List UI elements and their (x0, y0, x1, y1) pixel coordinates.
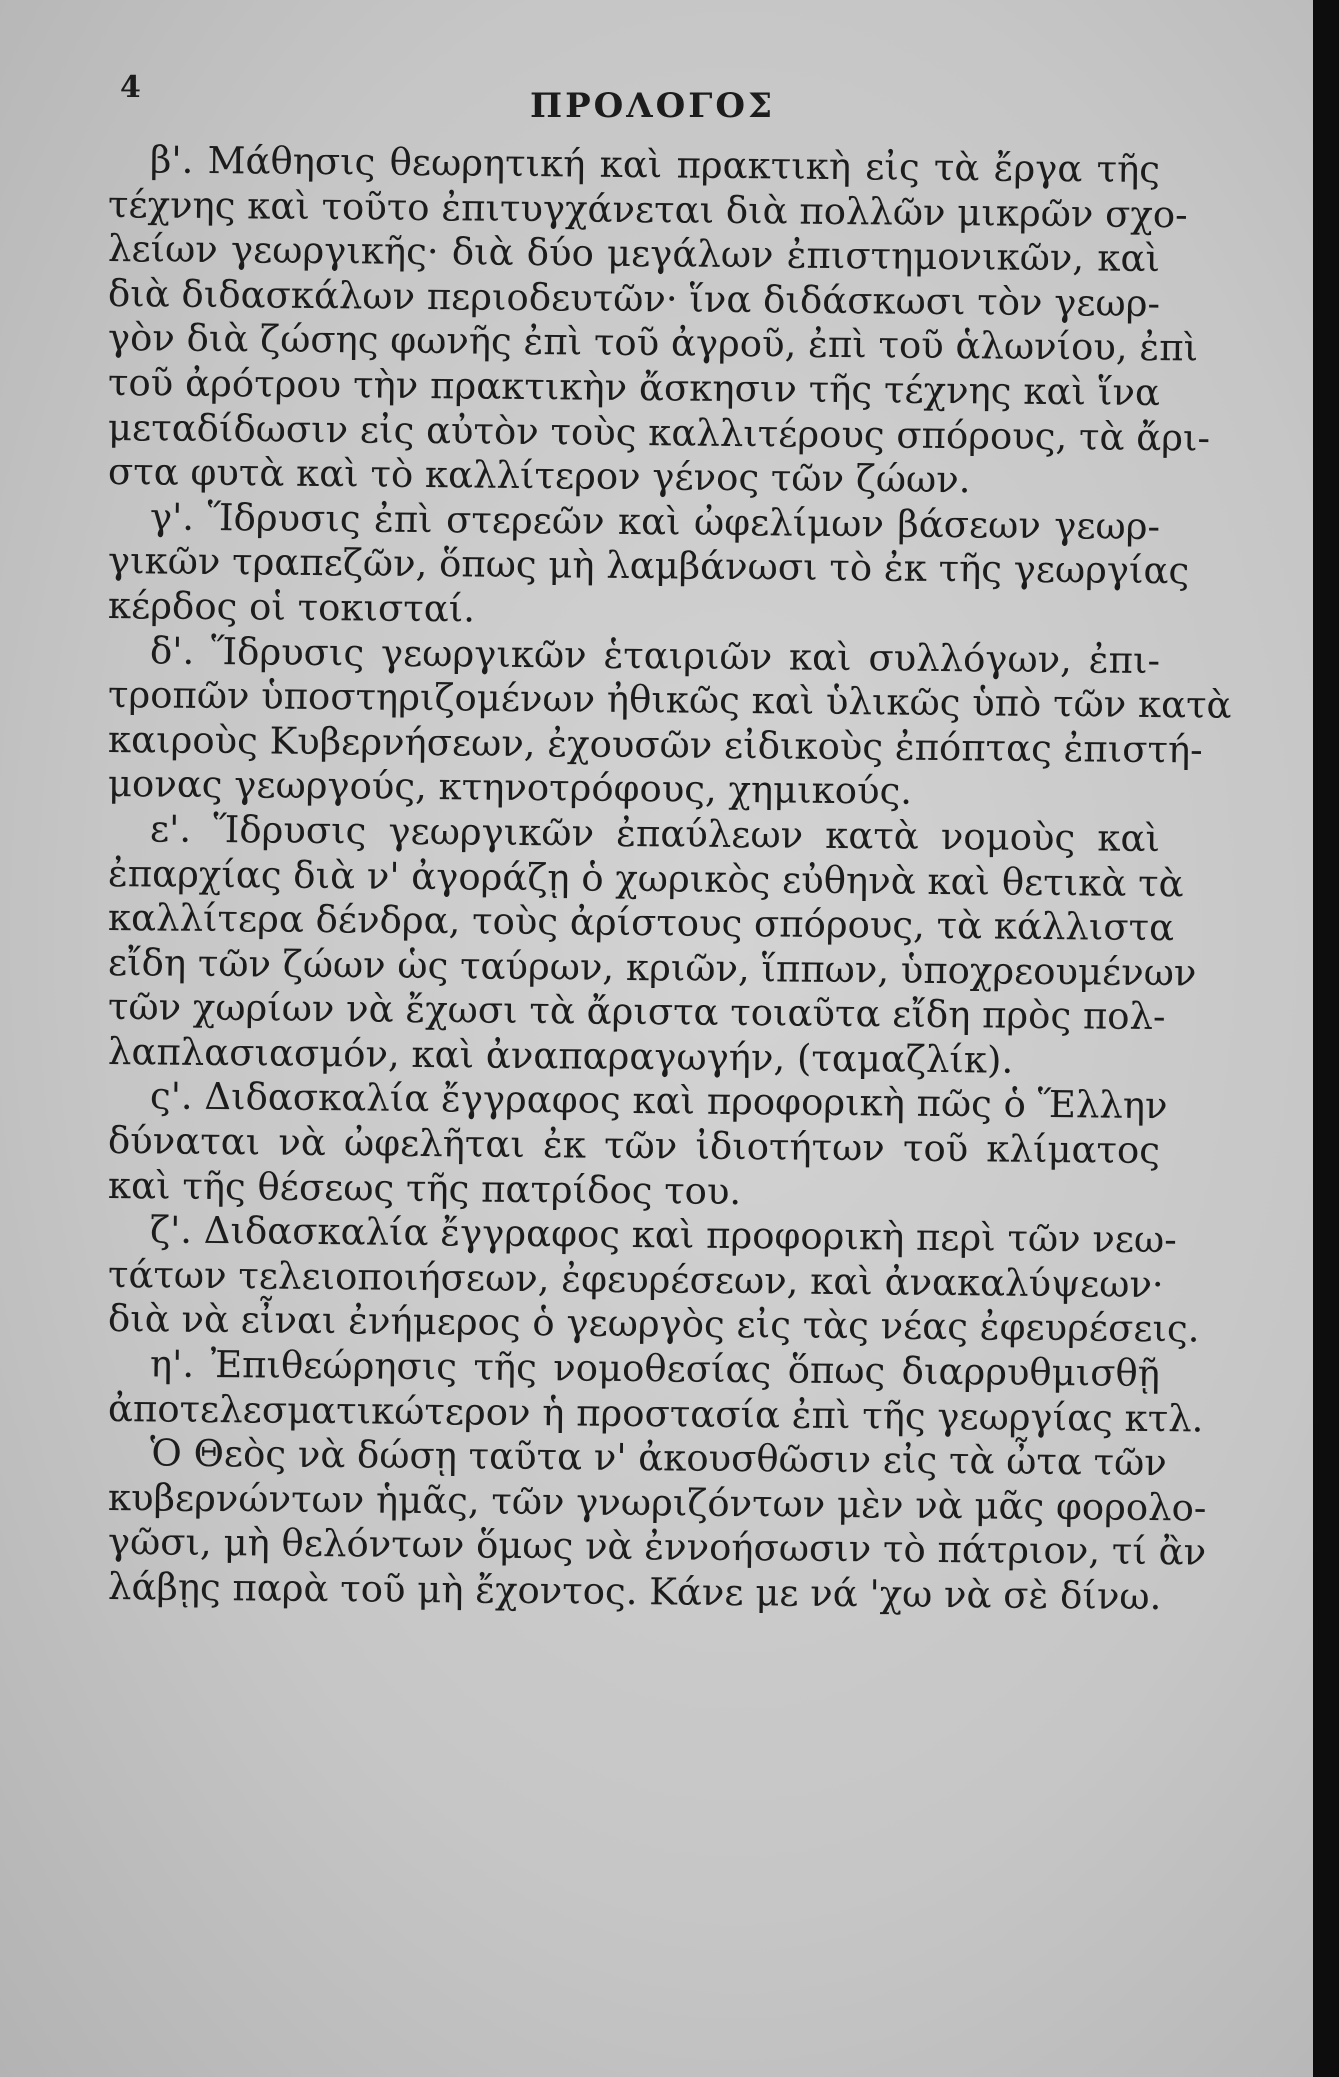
text-line: λείων γεωργικῆς· διὰ δύο μεγάλων ἐπιστημονικῶν, καὶ (107, 227, 1161, 281)
text-line: τάτων τελειοποιήσεων, ἐφευρέσεων, καὶ ἀνακαλύψεων· (107, 1252, 1164, 1306)
page-number: 4 (120, 70, 141, 105)
text-line: δ'. Ἵδρυσις γεωργικῶν ἑταιριῶν καὶ συλλόγων, ἐπι- (149, 628, 1161, 682)
text-line: ἐπαρχίας διὰ ν' ἀγοράζῃ ὁ χωρικὸς εὐθηνὰ καὶ θετικὰ τὰ (107, 851, 1184, 905)
text-line: μονας γεωργούς, κτηνοτρόφους, χημικούς. (107, 762, 913, 814)
text-line: β'. Μάθησις θεωρητική καὶ πρακτικὴ εἰς τὰ ἔργα τῆς (149, 138, 1161, 192)
text-line: ε'. Ἵδρυσις γεωργικῶν ἐπαύλεων κατὰ νομοὺς καὶ (149, 807, 1161, 861)
text-line: τῶν χωρίων νὰ ἔχωσι τὰ ἄριστα τοιαῦτα εἴδη πρὸς πολ- (107, 985, 1166, 1039)
text-line: τέχνης καὶ τοῦτο ἐπιτυγχάνεται διὰ πολλῶν μικρῶν σχο- (107, 182, 1188, 236)
text-line: ζ'. Διδασκαλία ἔγγραφος καὶ προφορικὴ περὶ τῶν νεω- (149, 1208, 1177, 1262)
text-line: γὸν διὰ ζώσης φωνῆς ἐπὶ τοῦ ἀγροῦ, ἐπὶ τοῦ ἁλωνίου, ἐπὶ (107, 316, 1199, 370)
text-line: καλλίτερα δένδρα, τοὺς ἀρίστους σπόρους, τὰ κάλλιστα (107, 896, 1175, 950)
text-line: τοῦ ἀρότρου τὴν πρακτικὴν ἄσκησιν τῆς τέχνης καὶ ἵνα (107, 360, 1161, 415)
text-line: ς'. Διδασκαλία ἔγγραφος καὶ προφορικὴ πῶς ὁ Ἕλλην (149, 1074, 1168, 1128)
text-line: γ'. Ἵδρυσις ἐπὶ στερεῶν καὶ ὠφελίμων βάσεων γεωρ- (149, 495, 1161, 548)
text-line: Ὁ Θεὸς νὰ δώσῃ ταῦτα ν' ἀκουσθῶσιν εἰς τὰ ὦτα τῶν (149, 1431, 1167, 1485)
text-line: κέρδος οἱ τοκισταί. (107, 583, 476, 631)
text-line: ἀποτελεσματικώτερον ἡ προστασία ἐπὶ τῆς γεωργίας κτλ. (107, 1386, 1204, 1441)
body-text (107, 138, 1232, 1619)
text-line: διὰ νὰ εἶναι ἐνήμερος ὁ γεωργὸς εἰς τὰς νέας ἐφευρέσεις. (107, 1297, 1200, 1351)
text-line: στα φυτὰ καὶ τὸ καλλίτερον γένος τῶν ζώων. (107, 450, 971, 502)
page-edge-shadow (1313, 0, 1339, 2077)
text-line: μεταδίδωσιν εἰς αὐτὸν τοὺς καλλιτέρους σπόρους, τὰ ἄρι- (107, 405, 1211, 460)
text-line: γικῶν τραπεζῶν, ὅπως μὴ λαμβάνωσι τὸ ἐκ τῆς γεωργίας (107, 539, 1190, 593)
text-line: λαπλασιασμόν, καὶ ἀναπαραγωγήν, (ταμαζλίκ). (107, 1029, 1014, 1082)
text-line: γῶσι, μὴ θελόντων ὅμως νὰ ἐννοήσωσιν τὸ πάτριον, τί ἂν (107, 1520, 1207, 1574)
text-line: διὰ διδασκάλων περιοδευτῶν· ἵνα διδάσκωσι τὸν γεωρ- (107, 271, 1161, 325)
text-line: εἴδη τῶν ζώων ὡς ταύρων, κριῶν, ἵππων, ὑποχρεουμένων (107, 940, 1197, 995)
text-line: καὶ τῆς θέσεως τῆς πατρίδος του. (107, 1163, 742, 1213)
text-line: κυβερνώντων ἡμᾶς, τῶν γνωριζόντων μὲν νὰ μᾶς φορολο- (107, 1475, 1207, 1530)
text-line: καιροὺς Κυβερνήσεων, ἐχουσῶν εἰδικοὺς ἐπόπτας ἐπιστή- (107, 717, 1203, 772)
text-line: λάβῃς παρὰ τοῦ μὴ ἔχοντος. Κάνε με νά 'χω νὰ σὲ δίνω. (107, 1565, 1162, 1619)
text-line: τροπῶν ὑποστηριζομένων ἠθικῶς καὶ ὑλικῶς ὑπὸ τῶν κατὰ (107, 673, 1232, 727)
text-line: δύναται νὰ ὠφελῆται ἐκ τῶν ἰδιοτήτων τοῦ κλίματος (107, 1119, 1161, 1173)
running-head-title: ΠΡΟΛΟΓΟΣ (530, 86, 776, 126)
text-line: η'. Ἐπιθεώρησις τῆς νομοθεσίας ὅπως διαρρυθμισθῇ (149, 1342, 1161, 1396)
